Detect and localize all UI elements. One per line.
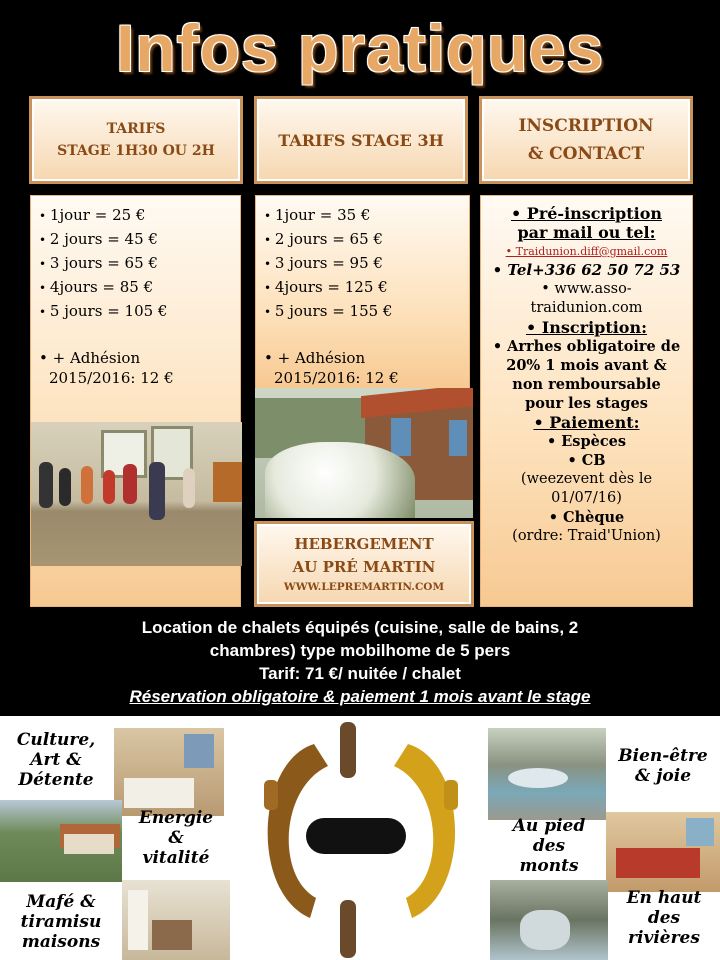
inscription-text-3: non remboursable (512, 376, 661, 393)
header-tarifs-2 (254, 96, 468, 184)
hebergement-title-2: AU PRÉ MARTIN (292, 558, 436, 576)
header-inscription (479, 96, 693, 184)
contact-email[interactable]: • Traidunion.diff@gmail.com (505, 245, 668, 258)
header-tarifs-1-line2: STAGE 1H30 OU 2H (57, 143, 215, 159)
collage (0, 716, 720, 960)
caption-energie: Energie & vitalité (138, 808, 214, 868)
traidunion-logo-icon (236, 722, 484, 960)
hebergement-title-1: HEBERGEMENT (294, 535, 434, 553)
hebergement-url[interactable]: WWW.LEPREMARTIN.COM (283, 581, 445, 593)
bedroom-photo (114, 728, 224, 816)
caption-mafe: Mafé & tiramisu maisons (20, 892, 102, 952)
header-tarifs-2-line: TARIFS STAGE 3H (278, 130, 444, 150)
tarifs-2-list (256, 196, 469, 324)
header-inscription-line1: INSCRIPTION (518, 116, 654, 136)
adhesion-value: 2015/2016: 12 € (49, 369, 174, 387)
preinscription-label-2: par mail ou tel: (517, 223, 656, 242)
paiement-cb-detail-2: 01/07/16) (551, 490, 622, 506)
paiement-cheque-detail: (ordre: Traid'Union) (512, 528, 661, 544)
location-line-2: chambres) type mobilhome de 5 pers (209, 641, 511, 660)
list-item: • 1jour = 35 € (264, 204, 469, 228)
location-info (0, 616, 720, 708)
paiement-cb-detail-1: (weezevent dès le (520, 471, 653, 487)
location-line-3: Tarif: 71 €/ nuitée / chalet (259, 664, 461, 683)
list-item: • 1jour = 25 € (39, 204, 240, 228)
list-item: • 3 jours = 65 € (39, 252, 240, 276)
list-item: • 4jours = 85 € (39, 276, 240, 300)
contact-web-2[interactable]: traidunion.com (530, 300, 643, 316)
kitchen-photo (122, 880, 230, 960)
tarifs-2-adhesion (256, 324, 469, 388)
caption-aupied: Au pied des monts (512, 816, 586, 876)
contact-web-1[interactable]: • www.asso- (541, 281, 632, 297)
inscription-text-1: • Arrhes obligatoire de (492, 338, 681, 355)
list-item: • 5 jours = 105 € (39, 300, 240, 324)
preinscription-label-1: • Pré-inscription (510, 204, 662, 223)
tarifs-2-panel (255, 195, 470, 390)
dance-photo (31, 422, 242, 566)
river-photo (488, 728, 606, 820)
caption-culture: Culture, Art & Détente (16, 730, 96, 790)
header-tarifs-1 (29, 96, 243, 184)
chalet-photo (255, 388, 473, 518)
bedroom-2-photo (606, 812, 720, 892)
adhesion-label: • + Adhésion (264, 349, 366, 367)
paiement-especes: • Espèces (546, 433, 627, 450)
list-item: • 4jours = 125 € (264, 276, 469, 300)
list-item: • 2 jours = 45 € (39, 228, 240, 252)
paiement-cb: • CB (567, 452, 606, 469)
caption-enhaut: En haut des rivières (626, 888, 702, 948)
inscription-text-4: pour les stages (525, 395, 648, 412)
tarifs-1-adhesion (31, 324, 240, 388)
list-item: • 2 jours = 65 € (264, 228, 469, 252)
hebergement-box (254, 521, 474, 607)
location-line-4: Réservation obligatoire & paiement 1 mois avant le stage (129, 687, 591, 706)
location-line-1: Location de chalets équipés (cuisine, salle de bains, 2 (141, 618, 579, 637)
contact-panel (480, 195, 693, 607)
tarifs-1-panel (30, 195, 241, 607)
inscription-text-2: 20% 1 mois avant & (506, 357, 667, 374)
tarifs-1-list (31, 196, 240, 324)
page-title: Infos pratiques (115, 11, 605, 85)
contact-tel[interactable]: • Tel+336 62 50 72 53 (492, 261, 681, 279)
paiement-label: • Paiement: (533, 413, 640, 432)
header-inscription-line2: & CONTACT (527, 144, 645, 164)
chalets-photo (0, 800, 122, 882)
inscription-label: • Inscription: (525, 318, 648, 337)
adhesion-value: 2015/2016: 12 € (274, 369, 399, 387)
caption-bienetre: Bien-être & joie (618, 746, 708, 786)
paiement-cheque: • Chèque (548, 509, 625, 526)
adhesion-label: • + Adhésion (39, 349, 141, 367)
list-item: • 5 jours = 155 € (264, 300, 469, 324)
stream-photo (490, 880, 608, 960)
list-item: • 3 jours = 95 € (264, 252, 469, 276)
header-tarifs-1-line1: TARIFS (106, 121, 166, 137)
